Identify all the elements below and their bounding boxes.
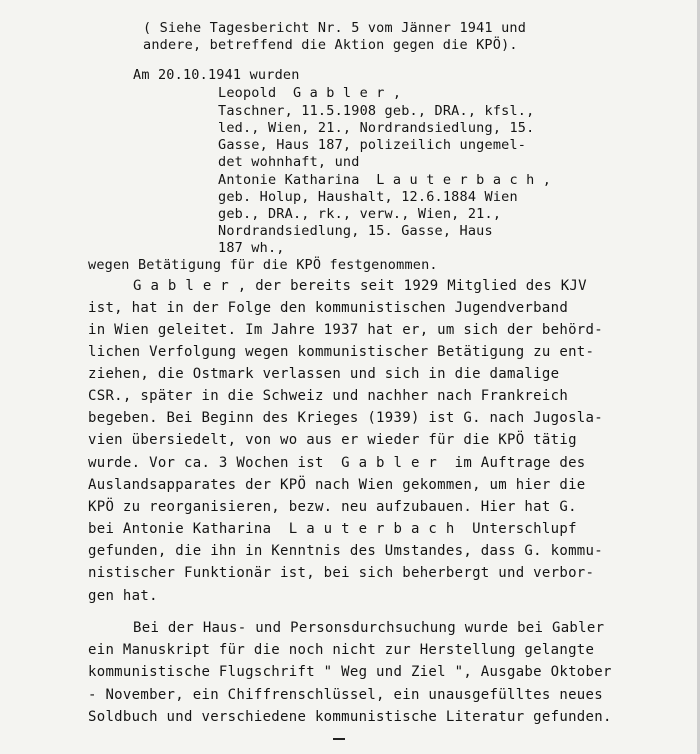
paragraph-1-line: nistischer Funktionär ist, bei sich beherbergt und verbor- (88, 565, 595, 581)
paragraph-1-line: Auslandsapparates der KPÖ nach Wien gekommen, um hier die (88, 477, 586, 493)
paragraph-1-line: wurde. Vor ca. 3 Wochen ist G a b l e r im Auftrage des (88, 455, 586, 471)
person-1-line: led., Wien, 21., Nordrandsiedlung, 15. (218, 120, 535, 136)
paragraph-1-line: CSR., später in die Schweiz und nachher nach Frankreich (88, 388, 569, 404)
person-2-line: 187 wh., (218, 240, 285, 256)
paragraph-1-line: bei Antonie Katharina L a u t e r b a c h Unterschlupf (88, 521, 577, 537)
paragraph-2-line: ein Manuskript für die noch nicht zur Herstellung gelangte (88, 642, 595, 658)
person-2-line: geb. Holup, Haushalt, 12.6.1884 Wien (218, 189, 518, 205)
paragraph-2-line: - November, ein Chiffrenschlüssel, ein unausgefülltes neues (88, 687, 603, 703)
person-1-line: Taschner, 11.5.1908 geb., DRA., kfsl., (218, 103, 535, 119)
paragraph-1-line: vien übersiedelt, von wo aus er wieder für die KPÖ tätig (88, 432, 577, 448)
page-break-dash (333, 738, 345, 740)
person-1-line: Gasse, Haus 187, polizeilich ungemel- (218, 137, 527, 153)
paragraph-1-line: ziehen, die Ostmark verlassen und sich in die damalige (88, 366, 560, 382)
arrest-reason: wegen Betätigung für die KPÖ festgenommen. (88, 257, 438, 273)
paragraph-1-line: ist, hat in der Folge den kommunistischen Jugendverband (88, 300, 569, 316)
paragraph-2-line: Soldbuch und verschiedene kommunistische Literatur gefunden. (88, 709, 612, 725)
reference-line-1: ( Siehe Tagesbericht Nr. 5 vom Jänner 1941 und (143, 20, 527, 36)
person-2-line: Antonie Katharina L a u t e r b a c h , (218, 172, 552, 188)
person-2-line: geb., DRA., rk., verw., Wien, 21., (218, 206, 502, 222)
reference-line-2: andere, betreffend die Aktion gegen die KPÖ). (143, 37, 518, 53)
paragraph-1-line: gen hat. (88, 588, 158, 604)
paragraph-1-line: in Wien geleitet. Im Jahre 1937 hat er, um sich der behörd- (88, 322, 603, 338)
paragraph-1-line: KPÖ zu reorganisieren, bezw. neu aufzubauen. Hier hat G. (88, 499, 577, 515)
arrest-intro: Am 20.10.1941 wurden (133, 67, 300, 83)
person-1-line: det wohnhaft, und (218, 154, 360, 170)
paragraph-2-line: Bei der Haus- und Personsdurchsuchung wurde bei Gabler (133, 620, 605, 636)
paragraph-1-line: begeben. Bei Beginn des Krieges (1939) ist G. nach Jugosla- (88, 410, 603, 426)
paragraph-2-line: kommunistische Flugschrift " Weg und Ziel ", Ausgabe Oktober (88, 664, 612, 680)
paragraph-1-line: gefunden, die ihn in Kenntnis des Umstandes, dass G. kommu- (88, 543, 603, 559)
paragraph-1-line: lichen Verfolgung wegen kommunistischer Betätigung zu ent- (88, 344, 595, 360)
person-1-line: Leopold G a b l e r , (218, 85, 402, 101)
person-2-line: Nordrandsiedlung, 15. Gasse, Haus (218, 223, 493, 239)
paragraph-1-line: G a b l e r , der bereits seit 1929 Mitglied des KJV (133, 278, 587, 294)
